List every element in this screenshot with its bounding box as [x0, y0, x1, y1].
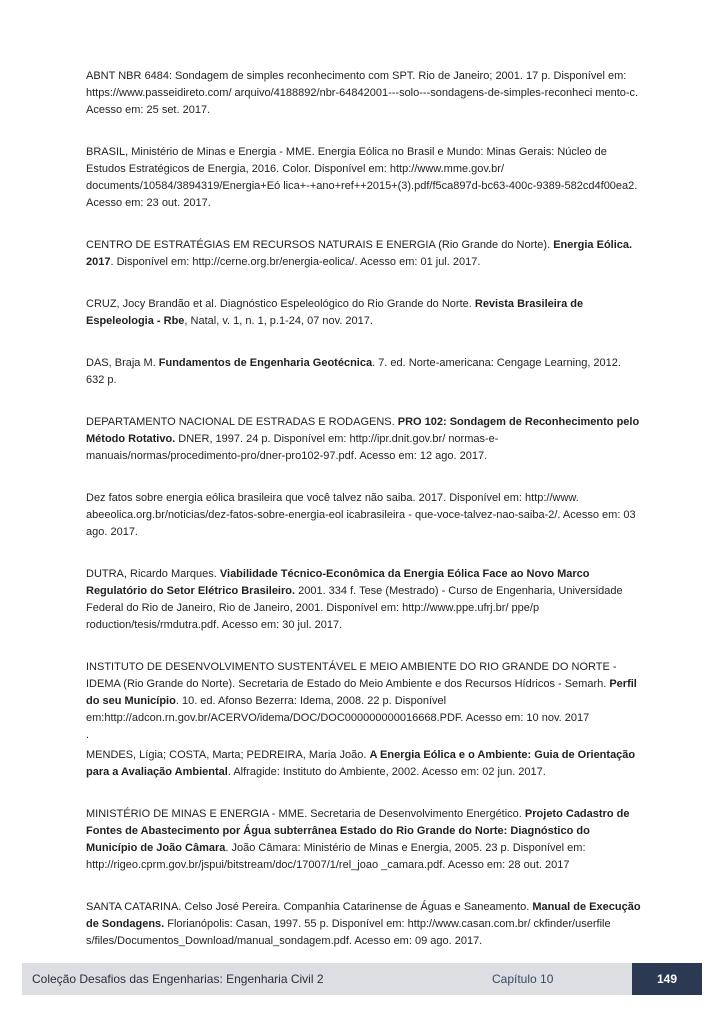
reference-title: Manual de Execução de Sondagens. — [86, 901, 641, 930]
reference-text: DAS, Braja M. — [86, 357, 159, 369]
stray-period: . — [86, 729, 90, 741]
reference-text: BRASIL, Ministério de Minas e Energia - MME. Energia Eólica no Brasil e Mundo: Minas Gerais: Núcleo de Estudos Estratégicos de Energia, 2016. Color. Disponível em: http://www.mme.gov.br/ documents/10584/3894319/Energia+Eó lica+-+ano+ref++2015+(3).pdf/f5ca897d-bc63-400c-9389-582cd4f00ea2. Acesso em: 23 out. 2017. — [86, 146, 638, 209]
reference-text: . João Câmara: Ministério de Minas e Energia, 2005. 23 p. Disponível em: http://rigeo.cprm.gov.br/jspui/bitstream/doc/17007/1/rel_joao _camara.pdf. Acesso em: 28 out. 2017 — [86, 842, 586, 871]
reference-text: SANTA CATARINA. Celso José Pereira. Companhia Catarinense de Águas e Saneamento. — [86, 901, 533, 913]
reference-text: ABNT NBR 6484: Sondagem de simples reconhecimento com SPT. Rio de Janeiro; 2001. 17 p. Disponível em: https://www.passeidireto.com/ arquivo/4188892/nbr-64842001---solo---sondagens-de-simples-reconheci mento-c. Acesso em: 25 set. 2017. — [86, 70, 639, 116]
reference-entry — [86, 296, 642, 330]
reference-text: DNER, 1997. 24 p. Disponível em: http://ipr.dnit.gov.br/ normas-e-manuais/normas/procedimento-pro/dner-pro102-97.pdf. Acesso em: 12 ago. 2017. — [86, 433, 499, 462]
reference-text: DUTRA, Ricardo Marques. — [86, 568, 220, 580]
reference-title: Projeto Cadastro de Fontes de Abastecimento por Água subterrânea Estado do Rio Grande do Norte: Diagnóstico do Município de João Câmara — [86, 808, 630, 854]
reference-entry — [86, 747, 642, 781]
reference-entry — [86, 355, 642, 389]
reference-text: DEPARTAMENTO NACIONAL DE ESTRADAS E RODAGENS. — [86, 416, 398, 428]
reference-title: Fundamentos de Engenharia Geotécnica — [158, 357, 373, 369]
reference-text: 2001. 334 f. Tese (Mestrado) - Curso de Engenharia, Universidade Federal do Rio de Janeiro, Rio de Janeiro, 2001. Disponível em: http://www.ppe.ufrj.br/ ppe/p roduction/tesis/rmdutra.pdf. Acesso em: 30 jul. 2017. — [86, 585, 623, 631]
footer-book-title: Coleção Desafios das Engenharias: Engenharia Civil 2 — [32, 972, 324, 986]
reference-text: . Disponível em: http://cerne.org.br/energia-eolica/. Acesso em: 01 jul. 2017. — [110, 256, 481, 268]
reference-title: PRO 102: Sondagem de Reconhecimento pelo Método Rotativo. — [86, 416, 640, 445]
reference-title: A Energia Eólica e o Ambiente: Guia de Orientação para a Avaliação Ambiental — [86, 749, 636, 778]
reference-entry — [86, 414, 642, 465]
footer-chapter: Capítulo 10 — [492, 972, 554, 986]
reference-text: . Alfragide: Instituto do Ambiente, 2002. Acesso em: 02 jun. 2017. — [227, 766, 546, 778]
reference-entry — [86, 566, 642, 634]
reference-text: INSTITUTO DE DESENVOLVIMENTO SUSTENTÁVEL E MEIO AMBIENTE DO RIO GRANDE DO NORTE - IDEMA (Rio Grande do Norte). Secretaria de Estado do Meio Ambiente e dos Recursos Hídricos - Semarh. — [86, 661, 617, 690]
reference-text: MINISTÉRIO DE MINAS E ENERGIA - MME. Secretaria de Desenvolvimento Energético. — [86, 808, 525, 820]
reference-entry — [86, 144, 642, 212]
references-list — [86, 68, 642, 975]
reference-text: Dez fatos sobre energia eólica brasileira que você talvez não saiba. 2017. Disponível em: http://www. abeeolica.org.br/noticias/dez-fatos-sobre-energia-eol icabrasileira - que-voce-talvez-nao-saiba-2/. Acesso em: 03 ago. 2017. — [86, 492, 636, 538]
reference-entry — [86, 806, 642, 874]
reference-text: . 10. ed. Afonso Bezerra: Idema, 2008. 22 p. Disponível em:http://adcon.rn.gov.br/ACERVO/idema/DOC/DOC000000000016668.PDF. Acesso em: 10 nov. 2017 — [86, 695, 590, 724]
reference-entry — [86, 68, 642, 119]
reference-entry — [86, 490, 642, 541]
reference-text: , Natal, v. 1, n. 1, p.1-24, 07 nov. 2017. — [184, 315, 373, 327]
page-number: 149 — [632, 963, 702, 995]
reference-text: Florianópolis: Casan, 1997. 55 p. Disponível em: http://www.casan.com.br/ ckfinder/userfile s/files/Documentos_Download/manual_sondagem.pdf. Acesso em: 09 ago. 2017. — [86, 918, 611, 947]
reference-title: Viabilidade Técnico-Econômica da Energia Eólica Face ao Novo Marco Regulatório do Setor Elétrico Brasileiro. — [86, 568, 590, 597]
reference-text: . 7. ed. Norte-americana: Cengage Learning, 2012. 632 p. — [86, 357, 621, 386]
reference-title: Perfil do seu Município — [86, 678, 637, 707]
page-footer — [22, 963, 702, 995]
reference-title: Energia Eólica. 2017 — [86, 239, 633, 268]
reference-entry — [86, 899, 642, 950]
reference-text: CENTRO DE ESTRATÉGIAS EM RECURSOS NATURAIS E ENERGIA (Rio Grande do Norte). — [86, 239, 554, 251]
reference-entry — [86, 659, 642, 727]
reference-title: Revista Brasileira de Espeleologia - Rbe — [86, 298, 584, 327]
reference-text: MENDES, Lígia; COSTA, Marta; PEDREIRA, Maria João. — [86, 749, 370, 761]
reference-text: CRUZ, Jocy Brandão et al. Diagnóstico Espeleológico do Rio Grande do Norte. — [86, 298, 475, 310]
reference-entry — [86, 237, 642, 271]
